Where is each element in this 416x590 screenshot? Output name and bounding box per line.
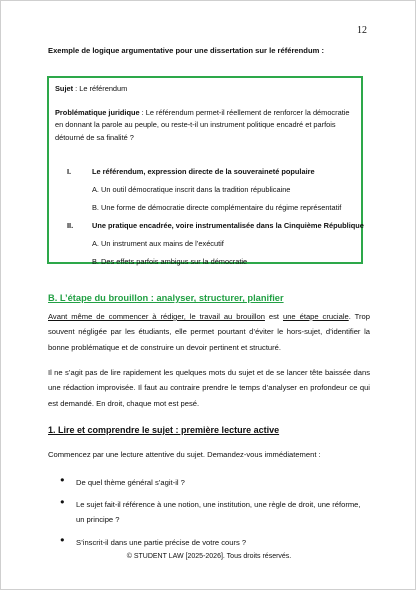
subpart: A. Un outil démocratique inscrit dans la tradition républicaine: [92, 185, 291, 194]
text-span: . Trop souvent négligée par les étudiants, elle permet pourtant d’éviter le hors-sujet, d’identifier la bonne problématique et de construire un devoir pertinent et structuré.: [48, 312, 370, 352]
copyright-footer: © STUDENT LAW [2025-2026]. Tous droits réservés.: [126, 553, 292, 560]
underlined-text: une étape cruciale: [282, 312, 349, 321]
subpart: B. Une forme de démocratie directe complémentaire du régime représentatif: [92, 203, 342, 212]
underlined-text: Avant même de commencer à rédiger, le travail au brouillon: [48, 312, 265, 321]
text-span: est: [264, 312, 283, 321]
list-item-text: S’inscrit-il dans une partie précise de votre cours ?: [76, 538, 247, 547]
page-number: 12: [357, 25, 367, 36]
analysis-paragraph: Il ne s’agit pas de lire rapidement les quelques mots du sujet et de se lancer tête baissée dans une rédaction improvisée. Il faut au contraire prendre le temps d’analyser en profondeur ce qui est demandé. En droit, chaque mot est pesé.: [48, 368, 370, 408]
list-item-text: De quel thème général s’agit-il ?: [76, 478, 185, 487]
problematique-paragraph: [55, 107, 357, 144]
section-b-title: B. L’étape du brouillon : analyser, structurer, planifier: [48, 293, 284, 303]
heading-lire-comprendre: 1. Lire et comprendre le sujet : première lecture active: [48, 425, 280, 435]
problematique-label: Problématique juridique: [55, 108, 140, 117]
subpart: A. Un instrument aux mains de l’exécutif: [92, 239, 224, 248]
part-number: II.: [67, 221, 74, 230]
sujet-text: : Le référendum: [73, 84, 128, 93]
problematique-text: : Le référendum permet-il réellement de renforcer la démocratie en donnant la parole au peuple, ou reste-t-il un instrument politique encadré et parfois détourné de sa finalité ?: [55, 108, 350, 142]
part-title: Le référendum, expression directe de la souveraineté populaire: [92, 167, 315, 176]
brouillon-paragraph: [48, 309, 370, 355]
sujet-label: Sujet: [55, 84, 74, 93]
bullet-icon: ●: [60, 475, 65, 484]
list-item-text: Le sujet fait-il référence à une notion, une institution, une règle de droit, une réforme, un principe ?: [76, 500, 361, 525]
sujet-line: [55, 83, 127, 95]
bullet-icon: ●: [60, 497, 65, 506]
example-box: [47, 76, 363, 264]
bullet-icon: ●: [60, 535, 65, 544]
part-number: I.: [67, 167, 72, 176]
subpart: B. Des effets parfois ambigus sur la démocratie: [92, 257, 248, 266]
part-title: Une pratique encadrée, voire instrumentalisée dans la Cinquième République: [92, 221, 364, 230]
intro-heading: Exemple de logique argumentative pour une dissertation sur le référendum :: [48, 46, 324, 55]
lecture-paragraph: Commencez par une lecture attentive du sujet. Demandez-vous immédiatement :: [48, 450, 321, 459]
